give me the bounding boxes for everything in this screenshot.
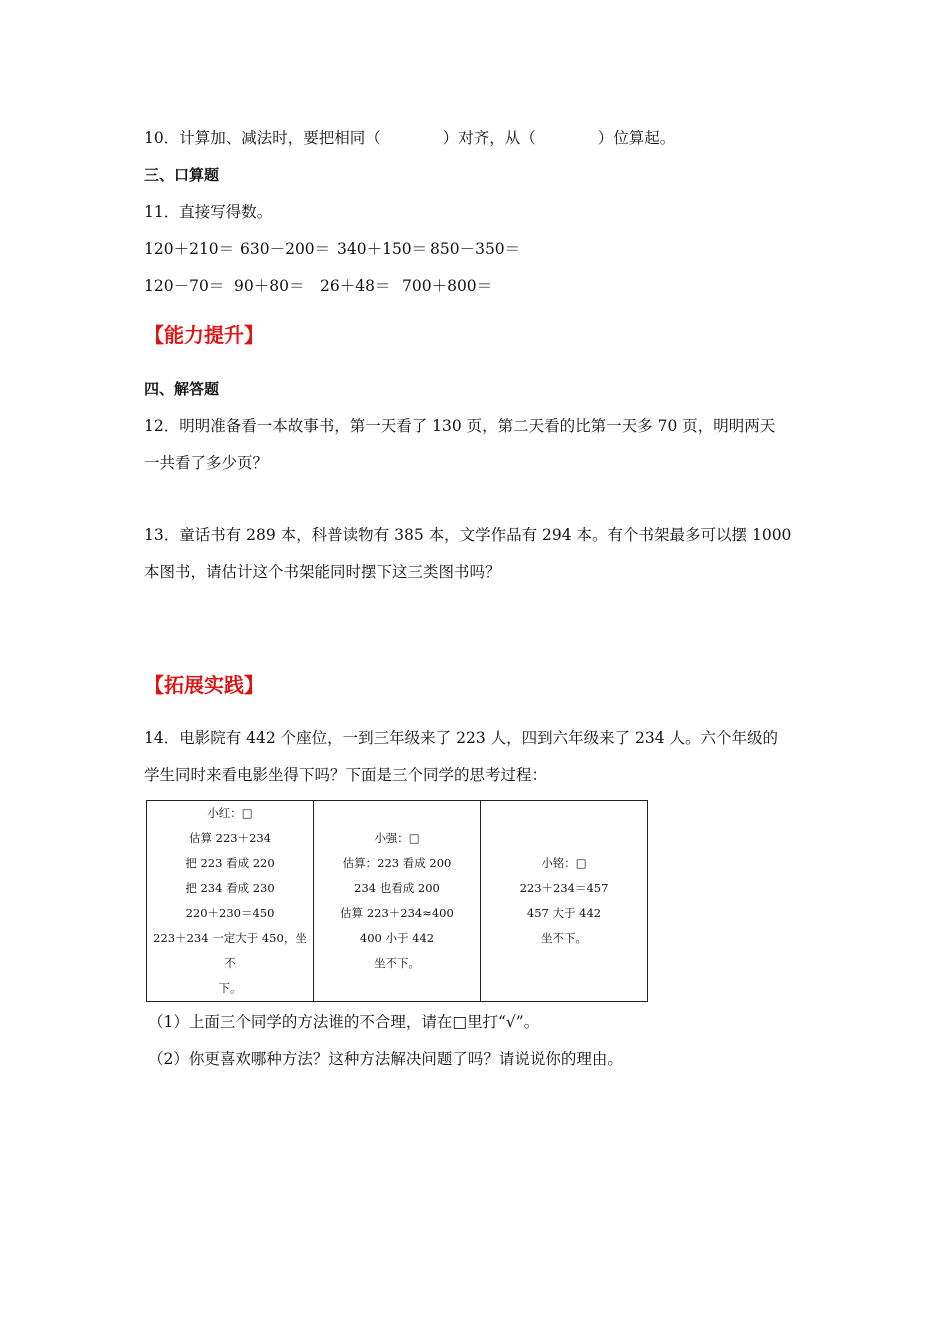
question-14-line-1: 14．电影院有 442 个座位，一到三年级来了 223 人，四到六年级来了 234 人。六个年级的	[144, 729, 779, 747]
cell-line: 坐不下。	[541, 931, 587, 945]
expression: 90＋80＝	[234, 277, 305, 295]
heading-ability: 【能力提升】	[144, 323, 264, 347]
q10-text-a: 10．计算加、减法时，要把相同（	[144, 129, 381, 147]
expression: 700＋800＝	[402, 277, 493, 295]
cell-line: 把 223 看成 220	[185, 856, 275, 870]
question-13-line-1: 13．童话书有 289 本，科普读物有 385 本，文学作品有 294 本。有个书架最多可以摆 1000	[144, 526, 792, 544]
cell-line: 223＋234 一定大于 450，坐不	[153, 931, 307, 970]
question-12-line-1: 12．明明准备看一本故事书，第一天看了 130 页，第二天看的比第一天多 70 页，明明两天	[144, 417, 776, 435]
expression-row-2	[144, 276, 492, 296]
question-11-prompt: 11．直接写得数。	[144, 203, 273, 221]
question-12-line-2: 一共看了多少页？	[144, 454, 269, 472]
cell-line: 估算：223 看成 200	[342, 856, 452, 870]
cell-line: 小铭：□	[541, 856, 587, 870]
heading-practice: 【拓展实践】	[144, 673, 264, 697]
cell-line: 234 也看成 200	[354, 881, 440, 895]
q10-text-c: ）位算起。	[597, 129, 676, 147]
cell-line: 坐不下。	[374, 956, 420, 970]
student-xiaoming-cell	[481, 801, 648, 1002]
cell-line: 小强：□	[374, 831, 420, 845]
student-xiaohong-cell	[147, 801, 314, 1002]
student-xiaoqiang-cell	[314, 801, 481, 1002]
expression: 120＋210＝	[144, 240, 235, 258]
question-14-sub-2: （2）你更喜欢哪种方法？这种方法解决问题了吗？请说说你的理由。	[148, 1050, 623, 1068]
expression: 26＋48＝	[320, 277, 391, 295]
cell-line: 把 234 看成 230	[185, 881, 275, 895]
question-14-line-2: 学生同时来看电影坐得下吗？下面是三个同学的思考过程：	[144, 766, 548, 784]
cell-line: 小红：□	[207, 806, 253, 820]
expression: 850－350＝	[430, 240, 521, 258]
question-10	[144, 128, 675, 148]
expression: 120－70＝	[144, 277, 225, 295]
question-14-sub-1: （1）上面三个同学的方法谁的不合理，请在□里打“√”。	[148, 1013, 540, 1031]
cell-line: 下。	[218, 981, 242, 995]
section-3-title: 三、口算题	[144, 166, 220, 184]
cell-line: 400 小于 442	[359, 931, 435, 945]
cell-line: 457 大于 442	[526, 906, 602, 920]
expression-row-1	[144, 239, 520, 259]
q10-text-b: ）对齐，从（	[442, 129, 536, 147]
cell-line: 估算 223＋234	[188, 831, 272, 845]
cell-line: 估算 223＋234≈400	[340, 906, 454, 920]
cell-line: 223＋234＝457	[519, 881, 609, 895]
cell-line: 220＋230＝450	[185, 906, 275, 920]
thinking-process-table	[146, 800, 648, 1002]
expression: 340＋150＝	[337, 240, 428, 258]
question-13-line-2: 本图书，请估计这个书架能同时摆下这三类图书吗？	[144, 563, 501, 581]
section-4-title: 四、解答题	[144, 380, 220, 398]
expression: 630－200＝	[240, 240, 331, 258]
